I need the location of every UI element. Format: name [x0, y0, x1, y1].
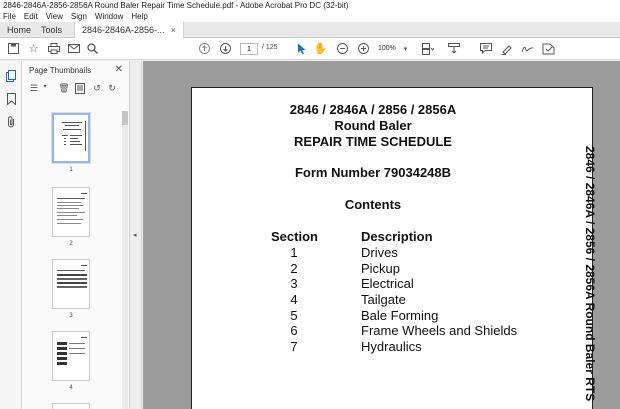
- section-description: Electrical: [361, 276, 414, 291]
- section-number: 6: [290, 323, 298, 338]
- save-icon[interactable]: [6, 41, 21, 56]
- document-title-line-2: Round Baler: [334, 118, 412, 133]
- delete-page-icon[interactable]: 🗑: [58, 83, 70, 93]
- section-description: Bale Forming: [361, 308, 439, 323]
- menu-edit[interactable]: Edit: [23, 12, 38, 21]
- section-number: 7: [290, 339, 298, 354]
- tab-document-label: 2846-2846A-2856-...: [82, 25, 165, 35]
- document-title-line-3: REPAIR TIME SCHEDULE: [294, 134, 452, 149]
- section-number: 4: [290, 292, 298, 307]
- email-icon[interactable]: [66, 41, 81, 56]
- thumbnails-scrollbar[interactable]: [122, 111, 128, 409]
- page-thumbnail-1[interactable]: [52, 113, 90, 163]
- section-description: Tailgate: [361, 292, 406, 307]
- close-tab-icon[interactable]: ×: [170, 25, 176, 35]
- page-thumbnail-label: 4: [69, 385, 73, 391]
- window-title: 2846-2846A-2856-2856A Round Baler Repair Time Schedule.pdf - Adobe Acrobat Pro DC (32-bit): [0, 0, 620, 11]
- zoom-out-icon[interactable]: [335, 41, 350, 56]
- select-arrow-icon[interactable]: [294, 41, 309, 56]
- left-rail: [0, 61, 22, 409]
- zoom-dropdown-icon[interactable]: ▾: [403, 45, 408, 53]
- panel-title: Page Thumbnails: [29, 66, 92, 75]
- page-thumbnail-label: 1: [69, 167, 73, 173]
- scroll-mode-icon[interactable]: [420, 41, 435, 56]
- form-number: Form Number 79034248B: [294, 165, 452, 180]
- search-icon[interactable]: [85, 41, 100, 56]
- menu-help[interactable]: Help: [131, 12, 148, 21]
- bookmark-star-icon[interactable]: ☆: [28, 43, 39, 55]
- comment-icon[interactable]: [478, 41, 493, 56]
- contents-heading: Contents: [344, 197, 402, 212]
- sign-icon[interactable]: [520, 41, 535, 56]
- menu-window[interactable]: Window: [94, 12, 124, 21]
- main-toolbar: [0, 38, 620, 60]
- panel-toolbar: [28, 83, 128, 97]
- scrollbar-thumb[interactable]: [122, 111, 128, 125]
- tab-bar: [0, 22, 620, 38]
- options-dropdown-icon[interactable]: ▾: [43, 84, 47, 90]
- bookmarks-icon[interactable]: [5, 93, 17, 105]
- menu-file[interactable]: File: [3, 12, 16, 21]
- page-thumbnail-label: 3: [69, 313, 73, 319]
- page-up-icon[interactable]: [197, 41, 212, 56]
- zoom-in-icon[interactable]: [356, 41, 371, 56]
- page-thumbnail-4[interactable]: [52, 331, 90, 381]
- tab-document[interactable]: [74, 22, 184, 38]
- description-column-header: Description: [361, 229, 433, 244]
- rotate-counterclockwise-icon[interactable]: ↺: [93, 83, 101, 93]
- options-menu-icon[interactable]: ☰: [29, 83, 39, 93]
- insert-page-icon[interactable]: [74, 83, 86, 96]
- page-thumbnail-3[interactable]: [52, 259, 90, 309]
- section-description: Pickup: [361, 261, 401, 276]
- tab-tools[interactable]: Tools: [41, 25, 63, 35]
- rotate-clockwise-icon[interactable]: ↻: [108, 83, 116, 93]
- section-column-header: Section: [271, 229, 318, 244]
- page-number-input[interactable]: [240, 43, 258, 55]
- menu-sign[interactable]: Sign: [70, 12, 87, 21]
- section-description: Hydraulics: [361, 339, 422, 354]
- section-number: 3: [290, 276, 298, 291]
- page-thumbnails-icon[interactable]: [5, 70, 17, 82]
- more-tools-icon[interactable]: [541, 41, 556, 56]
- section-description: Frame Wheels and Shields: [361, 323, 518, 338]
- section-description: Drives: [361, 245, 398, 260]
- page-thumbnail-5[interactable]: [52, 403, 90, 409]
- page-thumbnail-2[interactable]: [52, 187, 90, 237]
- page-thumbnail-label: 2: [69, 241, 73, 247]
- zoom-level[interactable]: 100%: [378, 45, 396, 52]
- thumbnails-panel: [22, 61, 130, 409]
- menu-bar: [0, 11, 620, 22]
- panel-splitter[interactable]: [130, 61, 142, 409]
- attachments-icon[interactable]: [5, 116, 17, 128]
- tab-home[interactable]: Home: [7, 25, 32, 35]
- section-number: 1: [290, 245, 298, 260]
- pdf-page: [191, 87, 597, 409]
- fit-page-icon[interactable]: [446, 41, 461, 56]
- hand-icon[interactable]: ✋: [313, 43, 328, 55]
- print-icon[interactable]: [46, 41, 61, 56]
- rotated-side-label: 2846 / 2846A / 2856 / 2856A Round Baler RTS: [583, 146, 597, 402]
- document-viewer[interactable]: [143, 61, 620, 409]
- menu-view[interactable]: View: [45, 12, 63, 21]
- page-total: / 125: [262, 44, 278, 51]
- highlight-icon[interactable]: [499, 41, 514, 56]
- section-number: 5: [290, 308, 298, 323]
- close-panel-icon[interactable]: ✕: [114, 64, 123, 75]
- section-number: 2: [290, 261, 298, 276]
- page-down-icon[interactable]: [218, 41, 233, 56]
- collapse-panel-icon[interactable]: ◂: [133, 232, 137, 239]
- document-title-line-1: 2846 / 2846A / 2856 / 2856A: [289, 102, 457, 117]
